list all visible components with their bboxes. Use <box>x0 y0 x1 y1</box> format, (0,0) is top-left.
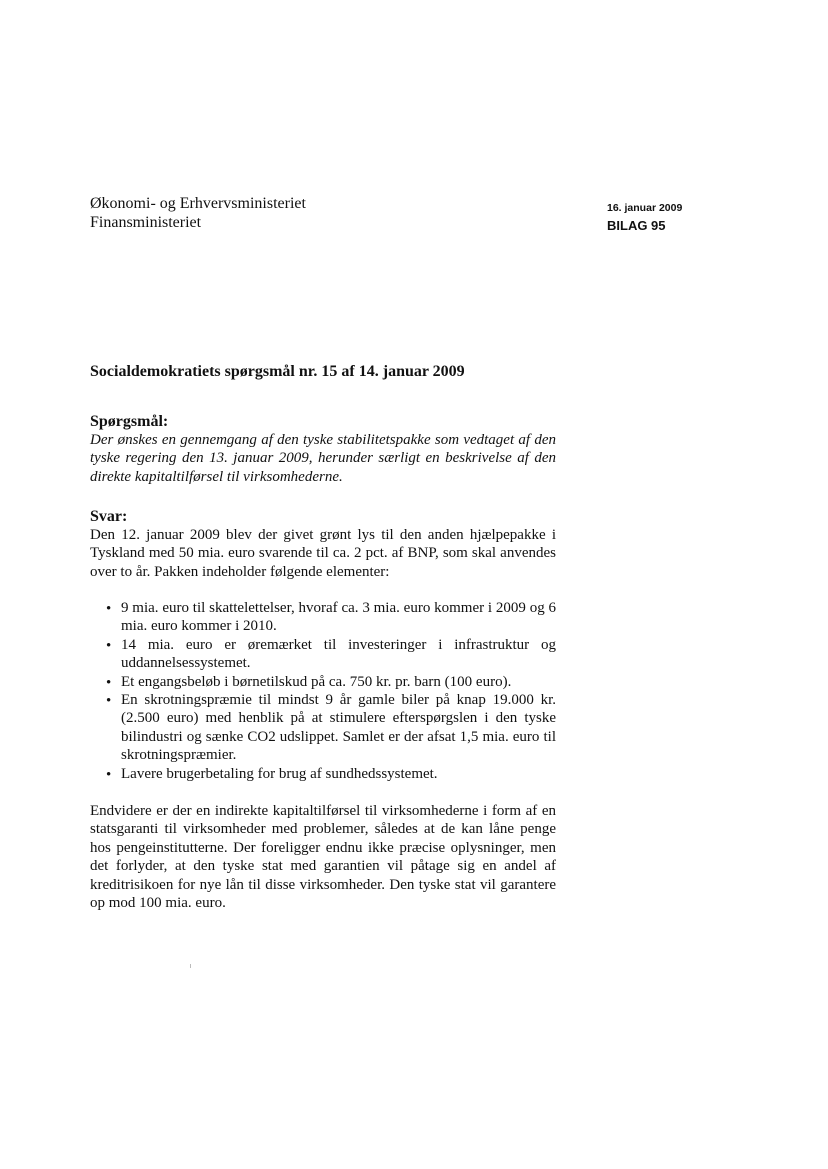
list-item-text: Lavere brugerbetaling for brug af sundhedssystemet. <box>121 765 438 782</box>
sender-block <box>90 194 306 232</box>
question-heading: Spørgsmål: <box>90 413 169 430</box>
question-section <box>90 412 556 486</box>
list-item <box>90 765 556 783</box>
list-item <box>90 636 556 673</box>
list-item <box>90 691 556 765</box>
element-list <box>90 599 556 783</box>
document-meta <box>607 201 682 235</box>
closing-paragraph: Endvidere er der en indirekte kapitaltilførsel til virksomhederne i form af en statsgaranti til virksomheder med problemer, således at de kan låne penge hos pengeinstitutterne. Der foreligger endnu ikke præcise oplysninger, men det forlyder, at den tyske stat med garantien vil påtage sig en andel af kreditrisikoen for nye lån til disse virksomheder. Den tyske stat vil garantere op mod 100 mia. euro. <box>90 803 556 912</box>
sender-ministry-2: Finansministeriet <box>90 214 202 231</box>
answer-intro: Den 12. januar 2009 blev der givet grønt lys til den anden hjælpepakke i Tyskland med 50 mia. euro svarende til ca. 2 pct. af BNP, som skal anvendes over to år. Pakken indeholder følgende elementer: <box>90 527 556 580</box>
list-item <box>90 673 556 691</box>
bilag-number: BILAG 95 <box>607 218 666 233</box>
sender-ministry-1: Økonomi- og Erhvervsministeriet <box>90 195 306 212</box>
scan-speck <box>190 964 191 968</box>
question-text: Der ønskes en gennemgang af den tyske stabilitetspakke som vedtaget af den tyske regering den 13. januar 2009, herunder særligt en beskrivelse af den direkte kapitaltilførsel til virksomhederne. <box>90 432 556 485</box>
list-item-text: 14 mia. euro er øremærket til investeringer i infrastruktur og uddannelsessystemet. <box>121 636 556 672</box>
document-title: Socialdemokratiets spørgsmål nr. 15 af 14. januar 2009 <box>90 363 465 380</box>
list-item-text: En skrotningspræmie til mindst 9 år gamle biler på knap 19.000 kr. (2.500 euro) med henblik på at stimulere efterspørgslen i den tyske bilindustri og sænke CO2 udslippet. Samlet er der afsat 1,5 mia. euro til skrotningspræmier. <box>121 692 556 764</box>
answer-heading: Svar: <box>90 508 128 525</box>
answer-section <box>90 507 556 581</box>
list-item <box>90 599 556 636</box>
list-item-text: 9 mia. euro til skattelettelser, hvoraf ca. 3 mia. euro kommer i 2009 og 6 mia. euro kommer i 2010. <box>121 600 556 635</box>
document-date: 16. januar 2009 <box>607 202 683 214</box>
list-item-text: Et engangsbeløb i børnetilskud på ca. 750 kr. pr. barn (100 euro). <box>121 673 512 690</box>
